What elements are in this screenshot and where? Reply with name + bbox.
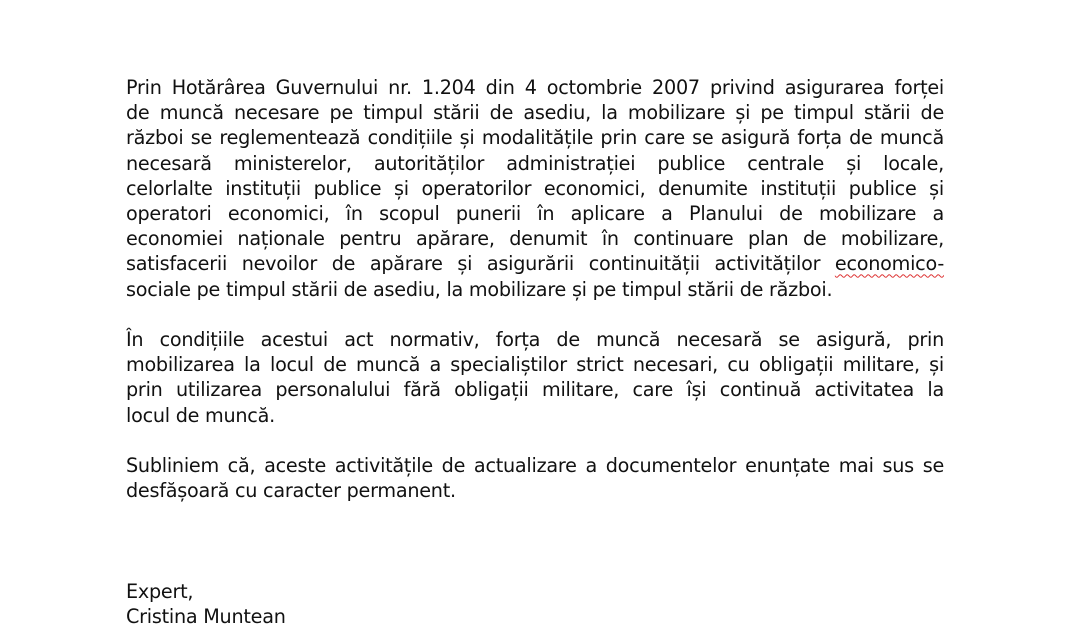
paragraph-1-line-7: economiei naționale pentru apărare, denumit în continuare plan de mobilizare, (126, 227, 944, 251)
signature-spacer (126, 529, 944, 579)
paragraph-1-line-2: de muncă necesare pe timpul stării de asediu, la mobilizare și pe timpul stării de (126, 101, 944, 125)
paragraph-1-line-5: celorlalte instituții publice și operatorilor economici, denumite instituții publice și (126, 176, 944, 200)
paragraph-3-line-2: desfășoară cu caracter permanent. (126, 479, 456, 503)
paragraph-1-line-3: război se reglementează condițiile și modalitățile prin care se asigură forța de muncă (126, 126, 944, 150)
paragraph-1-line-8 (126, 251, 944, 276)
paragraph-1-line-6: operatori economici, în scopul punerii în aplicare a Planului de mobilizare a (126, 202, 944, 226)
paragraph-2-line-2: mobilizarea la locul de muncă a specialiștilor strict necesari, cu obligații militare, și (126, 353, 944, 377)
paragraph-1-line-9: sociale pe timpul stării de asediu, la mobilizare și pe timpul stării de război. (126, 277, 833, 301)
paragraph-1-line-1: Prin Hotărârea Guvernului nr. 1.204 din 4 octombrie 2007 privind asigurarea forței (126, 76, 944, 99)
paragraph-1 (126, 75, 944, 302)
paragraph-2-line-4: locul de muncă. (126, 403, 275, 427)
paragraph-1-line-4: necesară ministerelor, autorităților administrației publice centrale și locale, (126, 151, 944, 175)
paragraph-3 (126, 453, 944, 503)
paragraph-2-line-1: În condițiile acestui act normativ, forța de muncă necesară se asigură, prin (126, 328, 944, 352)
signature-block (126, 579, 944, 629)
document-body (126, 75, 944, 629)
paragraph-2-line-3: prin utilizarea personalului fără obligații militare, care își continuă activitatea la (126, 378, 944, 402)
signature-role: Expert, (126, 580, 194, 603)
paragraph-3-line-1: Subliniem că, aceste activitățile de actualizare a documentelor enunțate mai sus se (126, 454, 944, 478)
paragraph-1-line-8-text: satisfacerii nevoilor de apărare și asigurării continuității activităților (126, 252, 821, 276)
spellcheck-flagged-word[interactable]: economico- (834, 252, 944, 276)
signature-name: Cristina Muntean (126, 605, 286, 629)
paragraph-2 (126, 327, 944, 428)
